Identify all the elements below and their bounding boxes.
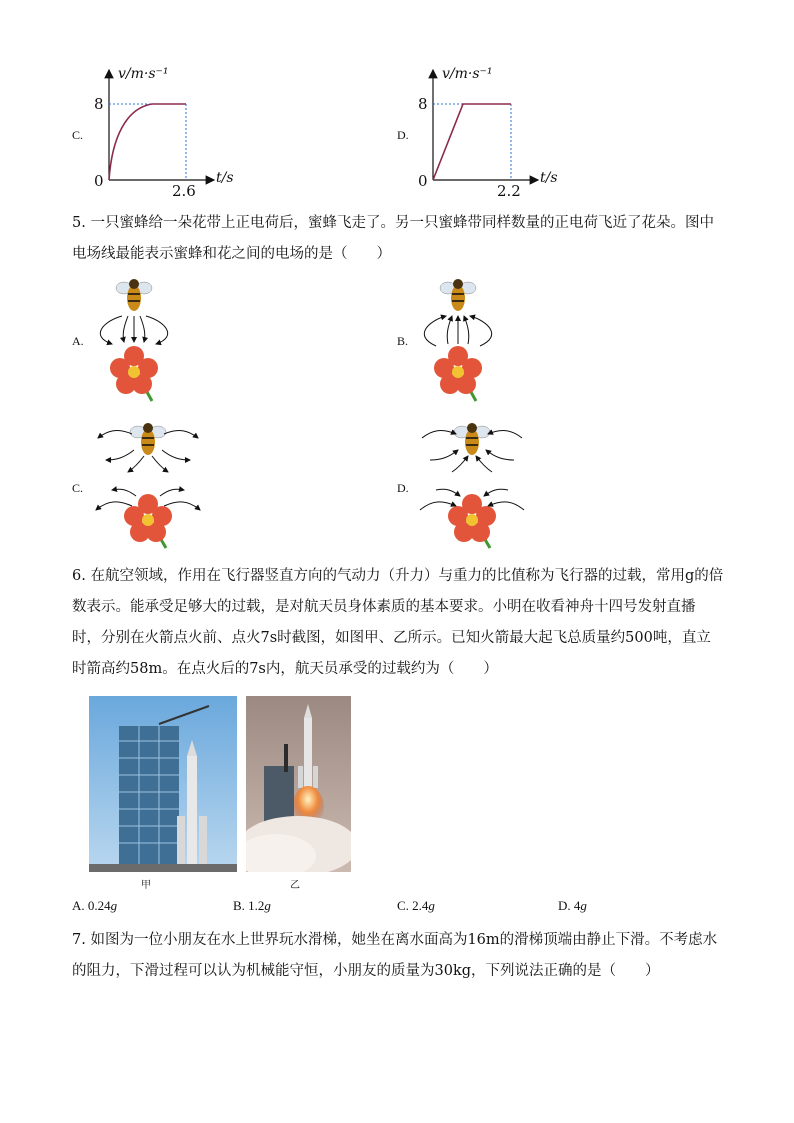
q4c-y-tick: 8	[94, 95, 104, 113]
q5-option-d-figure	[412, 420, 532, 550]
bee-icon	[440, 279, 476, 311]
rocket-launch-photo	[246, 696, 351, 872]
launch-tower-photo	[89, 696, 237, 872]
q4-option-d-label: D.	[397, 128, 409, 142]
q6-question-text: 6. 在航空领域，作用在飞行器竖直方向的气动力（升力）与重力的比值称为飞行器的过载，常用g的倍数表示。能承受足够大的过载，是对航天员身体素质的基本要求。小明在收看神舟十四号发射直播时，分别在火箭点火前、点火7s时截图，如图甲、乙所示。已知火箭最大起飞总质量约500吨，直立时箭高约58m。在点火后的7s内，航天员承受的过载约为（ ）	[72, 568, 724, 677]
q4c-y-axis-label: v/m·s⁻¹	[118, 66, 169, 82]
q5-question-text: 5. 一只蜜蜂给一朵花带上正电荷后，蜜蜂飞走了。另一只蜜蜂带同样数量的正电荷飞近了花朵。图中电场线最能表示蜜蜂和花之间的电场的是（ ）	[72, 215, 714, 262]
q5-option-c-figure	[88, 420, 208, 550]
flower-icon	[110, 346, 158, 401]
velocity-curve	[109, 104, 186, 180]
q6-choice-a: A. 0.24g	[72, 898, 118, 913]
photo-caption-right: 乙	[290, 880, 300, 891]
q5-option-a-label: A.	[72, 334, 84, 348]
q4c-x-axis-label: t/s	[216, 170, 234, 186]
q4c-x-tick: 2.6	[172, 182, 196, 200]
q4d-origin: 0	[418, 172, 428, 190]
q5-option-a-figure	[84, 276, 194, 406]
q6-choice-b: B. 1.2g	[233, 898, 271, 913]
q5-option-c-label: C.	[72, 481, 84, 495]
q4d-x-tick: 2.2	[497, 182, 521, 200]
flower-icon	[434, 346, 482, 401]
flower-icon	[448, 494, 496, 548]
q5-option-b-figure	[408, 276, 518, 406]
photo-caption-left: 甲	[141, 880, 151, 891]
bee-icon	[454, 423, 490, 455]
q4d-y-tick: 8	[418, 95, 428, 113]
q4d-x-axis-label: t/s	[540, 170, 558, 186]
q6-choice-d: D. 4g	[558, 898, 587, 913]
q6-choice-c: C. 2.4g	[397, 898, 435, 913]
q5-option-d-label: D.	[397, 481, 409, 495]
q4-option-c-label: C.	[72, 128, 84, 142]
q4c-origin: 0	[94, 172, 104, 190]
bee-icon	[130, 423, 166, 455]
q5-option-b-label: B.	[397, 334, 409, 348]
bee-icon	[116, 279, 152, 311]
velocity-line	[433, 104, 511, 180]
flower-icon	[124, 494, 172, 548]
q4d-y-axis-label: v/m·s⁻¹	[442, 66, 493, 82]
q7-question-text: 7. 如图为一位小朋友在水上世界玩水滑梯，她坐在离水面高为16m的滑梯顶端由静止下滑。不考虑水的阻力，下滑过程可以认为机械能守恒，小朋友的质量为30kg，下列说法正确的是（ ）	[72, 932, 718, 979]
